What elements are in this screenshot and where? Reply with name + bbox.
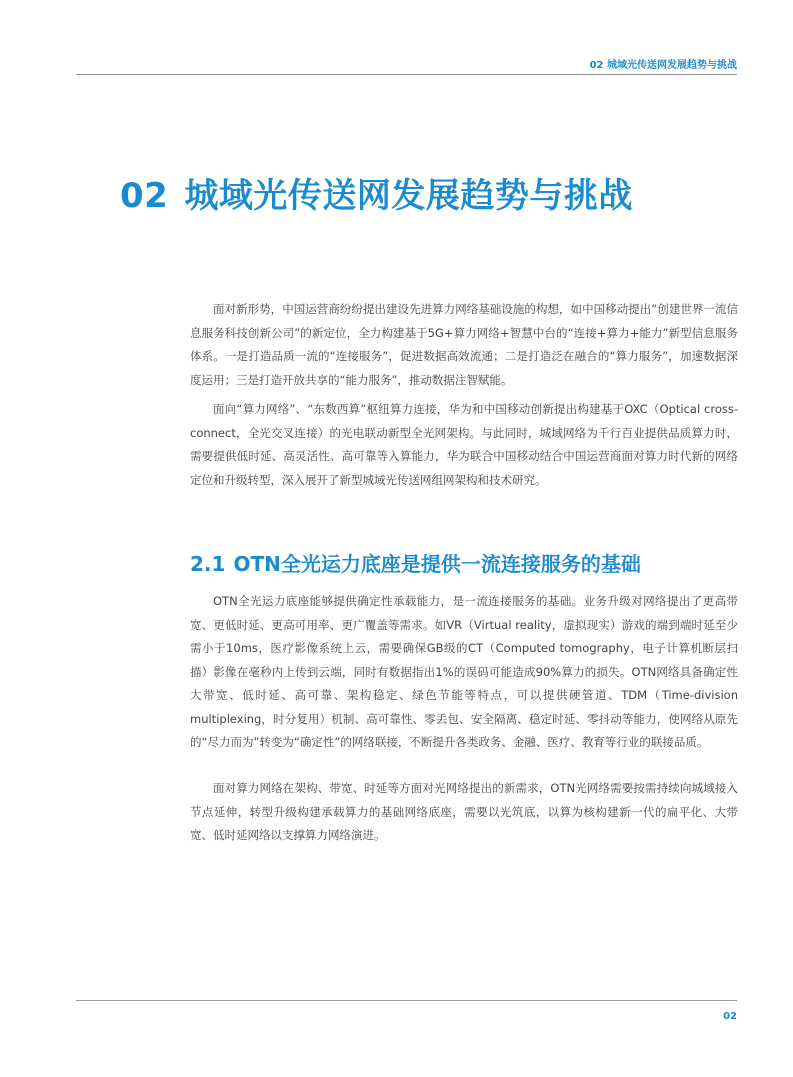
section-paragraph-2: 面对算力网络在架构、带宽、时延等方面对光网络提出的新需求，OTN光网络需要按需持续向城域接入节点延伸，转型升级构建承载算力的基础网络底座，需要以光筑底，以算为核构建新一代的扁平化、大带宽、低时延网络以支撑算力网络演进。: [190, 781, 738, 842]
page-number: 02: [723, 1011, 737, 1022]
chapter-title-text: 城域光传送网发展趋势与挑战: [184, 176, 633, 216]
chapter-number: 02: [120, 176, 169, 216]
section-paragraph-1: OTN全光运力底座能够提供确定性承载能力，是一流连接服务的基础。业务升级对网络提出了更高带宽、更低时延、更高可用率、更广覆盖等需求。如VR（Virtual reality，虚拟现实）游戏的端到端时延至少需小于10ms，医疗影像系统上云，需要确保GB级的CT（Computed tomography，电子计算机断层扫描）影像在毫秒内上传到云端，同时有数据指出1%的误码可能造成90%算力的损失。OTN网络具备确定性大带宽、低时延、高可靠、架构稳定、绿色节能等特点，可以提供硬管道、TDM（Time-division multiplexing，时分复用）机制、高可靠性、零丢包、安全隔离、稳定时延、零抖动等能力，使网络从原先的“尽力而为”转变为“确定性”的网络联接，不断提升各类政务、金融、医疗、教育等行业的联接品质。: [190, 594, 738, 749]
header-divider: [76, 74, 737, 75]
running-header: 02 城域光传送网发展趋势与挑战: [589, 60, 737, 71]
section-number: 2.1: [190, 552, 226, 576]
footer-divider: [76, 1000, 737, 1001]
chapter-title: [120, 168, 633, 217]
intro-paragraph-2: 面向“算力网络”、“东数西算”枢纽算力连接，华为和中国移动创新提出构建基于OXC（Optical cross-connect，全光交叉连接）的光电联动新型全光网架构。与此同时，城域网络为千行百业提供品质算力时，需要提供低时延、高灵活性、高可靠等入算能力，华为联合中国移动结合中国运营商面对算力时代新的网络定位和升级转型，深入展开了新型城域光传送网组网架构和技术研究。: [190, 402, 738, 487]
section-title: [190, 548, 641, 577]
section-title-text: OTN全光运力底座是提供一流连接服务的基础: [233, 552, 641, 576]
intro-paragraph-1: 面对新形势，中国运营商纷纷提出建设先进算力网络基础设施的构想，如中国移动提出“创建世界一流信息服务科技创新公司”的新定位，全力构建基于5G+算力网络+智慧中台的“连接+算力+能力”新型信息服务体系。一是打造品质一流的“连接服务”，促进数据高效流通；二是打造泛在融合的“算力服务”，加速数据深度运用；三是打造开放共享的“能力服务”，推动数据注智赋能。: [190, 302, 738, 387]
